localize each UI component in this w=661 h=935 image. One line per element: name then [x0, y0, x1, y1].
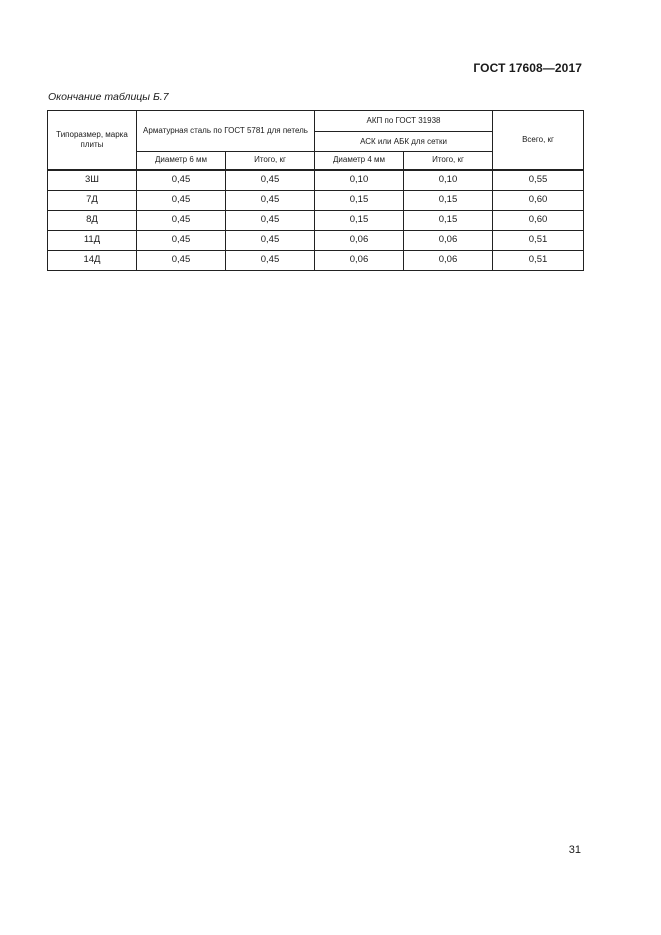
cell-size: 11Д: [48, 230, 137, 250]
document-code: ГОСТ 17608—2017: [473, 61, 582, 75]
cell-steel-diameter: 0,45: [137, 250, 226, 270]
cell-grand-total: 0,60: [493, 190, 584, 210]
cell-steel-total: 0,45: [226, 210, 315, 230]
cell-akp-total: 0,15: [404, 190, 493, 210]
header-total: Всего, кг: [493, 111, 584, 170]
cell-grand-total: 0,51: [493, 250, 584, 270]
header-akp-subgroup: АСК или АБК для сетки: [315, 132, 493, 152]
cell-size: 7Д: [48, 190, 137, 210]
header-steel-diameter: Диаметр 6 мм: [137, 152, 226, 170]
table-row: [48, 210, 584, 230]
header-steel-total: Итого, кг: [226, 152, 315, 170]
table-row: [48, 170, 584, 191]
cell-steel-diameter: 0,45: [137, 210, 226, 230]
header-steel-group: Арматурная сталь по ГОСТ 5781 для петель: [137, 111, 315, 152]
cell-grand-total: 0,55: [493, 170, 584, 191]
cell-akp-total: 0,06: [404, 250, 493, 270]
cell-steel-total: 0,45: [226, 170, 315, 191]
header-size-mark: Типоразмер, марка плиты: [48, 111, 137, 170]
table-row: [48, 250, 584, 270]
table-row: [48, 230, 584, 250]
header-akp-diameter: Диаметр 4 мм: [315, 152, 404, 170]
cell-steel-diameter: 0,45: [137, 230, 226, 250]
cell-size: 3Ш: [48, 170, 137, 191]
table-row: [48, 190, 584, 210]
cell-size: 14Д: [48, 250, 137, 270]
cell-steel-diameter: 0,45: [137, 170, 226, 191]
table-caption: Окончание таблицы Б.7: [48, 91, 169, 103]
page-number: 31: [568, 844, 581, 856]
cell-steel-total: 0,45: [226, 190, 315, 210]
cell-akp-diameter: 0,15: [315, 190, 404, 210]
cell-grand-total: 0,60: [493, 210, 584, 230]
header-akp-group: АКП по ГОСТ 31938: [315, 111, 493, 132]
cell-steel-total: 0,45: [226, 230, 315, 250]
cell-akp-diameter: 0,15: [315, 210, 404, 230]
cell-akp-total: 0,06: [404, 230, 493, 250]
cell-size: 8Д: [48, 210, 137, 230]
data-table: [47, 110, 584, 271]
cell-akp-total: 0,10: [404, 170, 493, 191]
header-akp-total: Итого, кг: [404, 152, 493, 170]
cell-grand-total: 0,51: [493, 230, 584, 250]
cell-akp-diameter: 0,10: [315, 170, 404, 191]
cell-akp-total: 0,15: [404, 210, 493, 230]
cell-akp-diameter: 0,06: [315, 250, 404, 270]
cell-akp-diameter: 0,06: [315, 230, 404, 250]
cell-steel-diameter: 0,45: [137, 190, 226, 210]
cell-steel-total: 0,45: [226, 250, 315, 270]
